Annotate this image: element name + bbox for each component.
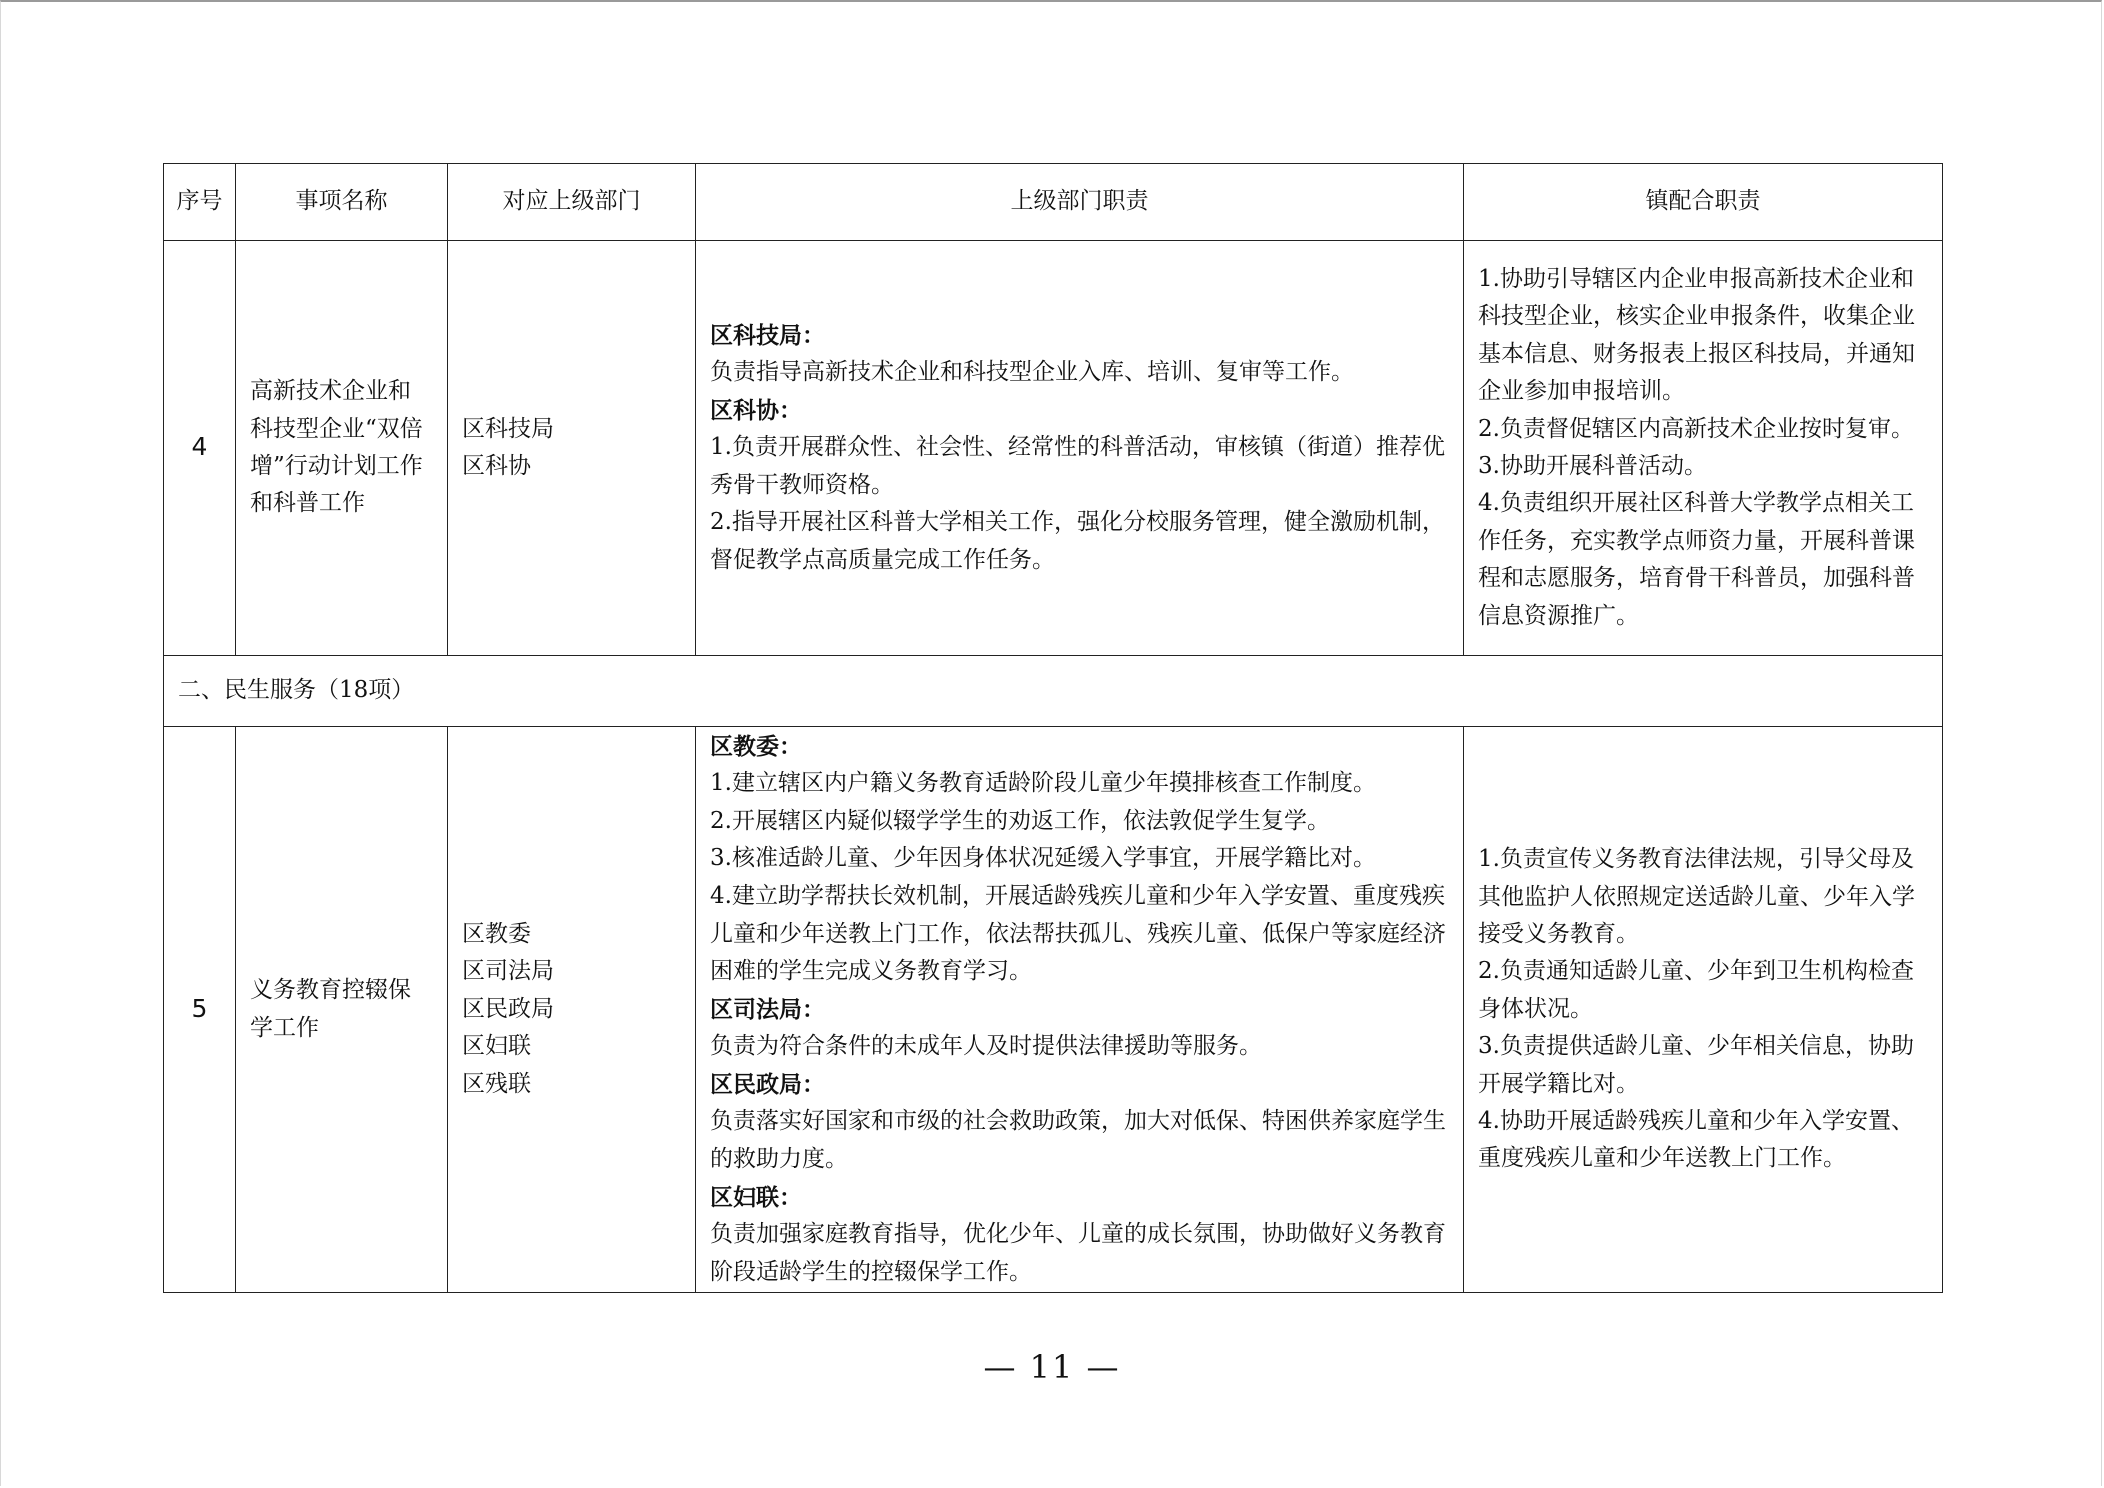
header-superior-duties: 上级部门职责 (696, 164, 1464, 241)
header-seq: 序号 (164, 164, 236, 241)
seq-number: 5 (191, 993, 208, 1023)
row-item-name: 高新技术企业和科技型企业“双倍增”行动计划工作和科普工作 (236, 241, 448, 656)
dept-name: 区残联 (462, 1070, 531, 1097)
town-duty-item: 4.协助开展适龄残疾儿童和少年入学安置、重度残疾儿童和少年送教上门工作。 (1478, 1108, 1914, 1172)
row-superior-duties (696, 727, 1464, 1293)
town-duty-item: 1.负责宣传义务教育法律法规，引导父母及其他监护人依照规定送适龄儿童、少年入学接受义务教育。 (1478, 846, 1915, 947)
header-superior-dept: 对应上级部门 (448, 164, 696, 241)
dept-name: 区妇联 (462, 1033, 531, 1060)
header-item-name: 事项名称 (236, 164, 448, 241)
duty-dept-title: 区科技局： (710, 322, 825, 350)
section-heading: 二、民生服务（18项） (164, 656, 1943, 727)
duty-item: 2.指导开展社区科普大学相关工作，强化分校服务管理，健全激励机制，督促教学点高质量完成工作任务。 (710, 509, 1445, 573)
table-row (164, 727, 1943, 1293)
seq-number: 4 (191, 432, 208, 462)
duty-item: 负责加强家庭教育指导，优化少年、儿童的成长氛围，协助做好义务教育阶段适龄学生的控辍保学工作。 (710, 1221, 1446, 1285)
duty-item: 3.核准适龄儿童、少年因身体状况延缓入学事宜，开展学籍比对。 (710, 845, 1376, 872)
duty-item: 负责为符合条件的未成年人及时提供法律援助等服务。 (710, 1033, 1262, 1060)
dept-name: 区司法局 (462, 958, 554, 985)
duty-item: 2.开展辖区内疑似辍学学生的劝返工作，依法敦促学生复学。 (710, 807, 1330, 834)
header-town-duties: 镇配合职责 (1464, 164, 1943, 241)
duty-dept-title: 区妇联： (710, 1183, 802, 1211)
duty-item: 1.负责开展群众性、社会性、经常性的科普活动，审核镇（街道）推荐优秀骨干教师资格。 (710, 434, 1445, 498)
town-duty-item: 3.协助开展科普活动。 (1478, 453, 1707, 479)
duty-item: 负责指导高新技术企业和科技型企业入库、培训、复审等工作。 (710, 359, 1354, 386)
row-town-duties (1464, 727, 1943, 1293)
responsibility-table (163, 163, 1943, 1293)
duty-dept-title: 区民政局： (710, 1070, 825, 1098)
table-header-row (164, 164, 1943, 241)
duty-dept-title: 区司法局： (710, 995, 825, 1023)
town-duty-item: 3.负责提供适龄儿童、少年相关信息，协助开展学籍比对。 (1478, 1033, 1914, 1097)
dept-name: 区教委 (462, 920, 531, 947)
duty-dept-title: 区科协： (710, 396, 802, 424)
town-duty-item: 1.协助引导辖区内企业申报高新技术企业和科技型企业，核实企业申报条件，收集企业基本信息、财务报表上报区科技局，并通知企业参加申报培训。 (1478, 265, 1915, 405)
section-row (164, 656, 1943, 727)
dept-name: 区民政局 (462, 995, 554, 1022)
table-row (164, 241, 1943, 656)
row-town-duties (1464, 241, 1943, 656)
page-number: — 11 — (983, 1348, 1121, 1386)
row-depts (448, 727, 696, 1293)
duty-item: 负责落实好国家和市级的社会救助政策，加大对低保、特困供养家庭学生的救助力度。 (710, 1108, 1446, 1173)
duty-dept-title: 区教委： (710, 732, 802, 760)
town-duty-item: 4.负责组织开展社区科普大学教学点相关工作任务，充实教学点师资力量，开展科普课程和志愿服务，培育骨干科普员，加强科普信息资源推广。 (1478, 490, 1915, 629)
town-duty-item: 2.负责督促辖区内高新技术企业按时复审。 (1478, 415, 1914, 442)
row-item-name: 义务教育控辍保学工作 (236, 727, 448, 1293)
dept-name: 区科技局 (462, 415, 554, 442)
row-superior-duties (696, 241, 1464, 656)
row-seq (164, 727, 236, 1293)
dept-name: 区科协 (462, 453, 531, 479)
town-duty-item: 2.负责通知适龄儿童、少年到卫生机构检查身体状况。 (1478, 958, 1914, 1022)
row-depts (448, 241, 696, 656)
duty-item: 4.建立助学帮扶长效机制，开展适龄残疾儿童和少年入学安置、重度残疾儿童和少年送教上门工作，依法帮扶孤儿、残疾儿童、低保户等家庭经济困难的学生完成义务教育学习。 (710, 882, 1446, 985)
duty-item: 1.建立辖区内户籍义务教育适龄阶段儿童少年摸排核查工作制度。 (710, 770, 1376, 797)
row-seq (164, 241, 236, 656)
